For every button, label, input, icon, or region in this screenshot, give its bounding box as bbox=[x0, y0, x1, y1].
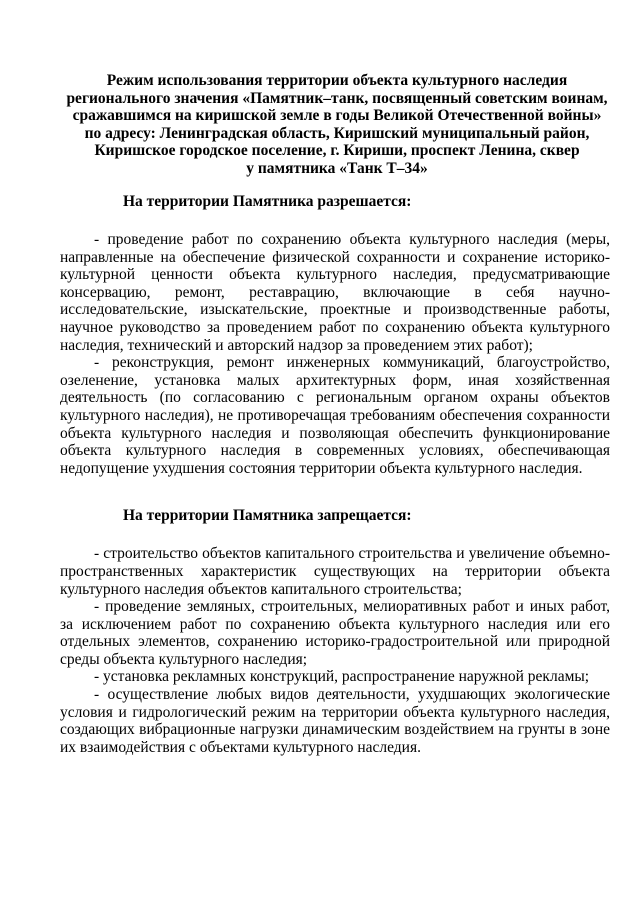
title-line: по адресу: Ленинградская область, Киришский муниципальный район, bbox=[84, 124, 590, 142]
allowed-item: - реконструкция, ремонт инженерных коммуникаций, благоустройство, озеленение, установка малых архитектурных форм, иная хозяйственная деятельность (по согласованию с региональным органом охраны объектов культурного наследия), не противоречащая требованиям обеспечения сохранности объекта культурного наследия и позволяющая обеспечить функционирование объекта культурного наследия в современных условиях, обеспечивающая недопущение ухудшения состояния территории объекта культурного наследия. bbox=[60, 354, 610, 477]
title-line: сражавшимся на киришской земле в годы Великой Отечественной войны» bbox=[72, 107, 602, 124]
title-line: Режим использования территории объекта культурного наследия bbox=[106, 72, 568, 89]
forbidden-item: - строительство объектов капитального строительства и увеличение объемно-пространственных характеристик существующих на территории объекта культурного наследия объектов капитального строительства; bbox=[60, 545, 610, 598]
allowed-section-heading: На территории Памятника разрешается: bbox=[123, 193, 412, 210]
forbidden-item: - установка рекламных конструкций, распространение наружной рекламы; bbox=[94, 668, 590, 686]
allowed-list bbox=[60, 231, 610, 477]
title-line: у памятника «Танк Т–34» bbox=[246, 159, 428, 177]
forbidden-section-heading: На территории Памятника запрещается: bbox=[123, 507, 412, 525]
title-line: регионального значения «Памятник–танк, посвященный советским воинам, bbox=[66, 89, 608, 107]
forbidden-list bbox=[60, 545, 610, 756]
forbidden-item: - осуществление любых видов деятельности, ухудшающих экологические условия и гидрологический режим на территории объекта культурного наследия, создающих вибрационные нагрузки динамическим воздействием на грунты в зоне их взаимодействия с объектами культурного наследия. bbox=[60, 686, 610, 756]
document-title bbox=[60, 72, 610, 177]
allowed-item: - проведение работ по сохранению объекта культурного наследия (меры, направленные на обеспечение физической сохранности и сохранение историко-культурной ценности объекта культурного наследия, предусматривающие консервацию, ремонт, реставрацию, включающие в себя научно-исследовательские, изыскательские, проектные и производственные работы, научное руководство за проведением работ по сохранению объекта культурного наследия, технический и авторский надзор за проведением этих работ); bbox=[60, 231, 610, 354]
title-line: Киришское городское поселение, г. Кириши, проспект Ленина, сквер bbox=[94, 142, 580, 159]
forbidden-item: - проведение земляных, строительных, мелиоративных работ и иных работ, за исключением работ по сохранению объекта культурного наследия или его отдельных элементов, сохранению историко-градостроительной или природной среды объекта культурного наследия; bbox=[60, 598, 610, 668]
